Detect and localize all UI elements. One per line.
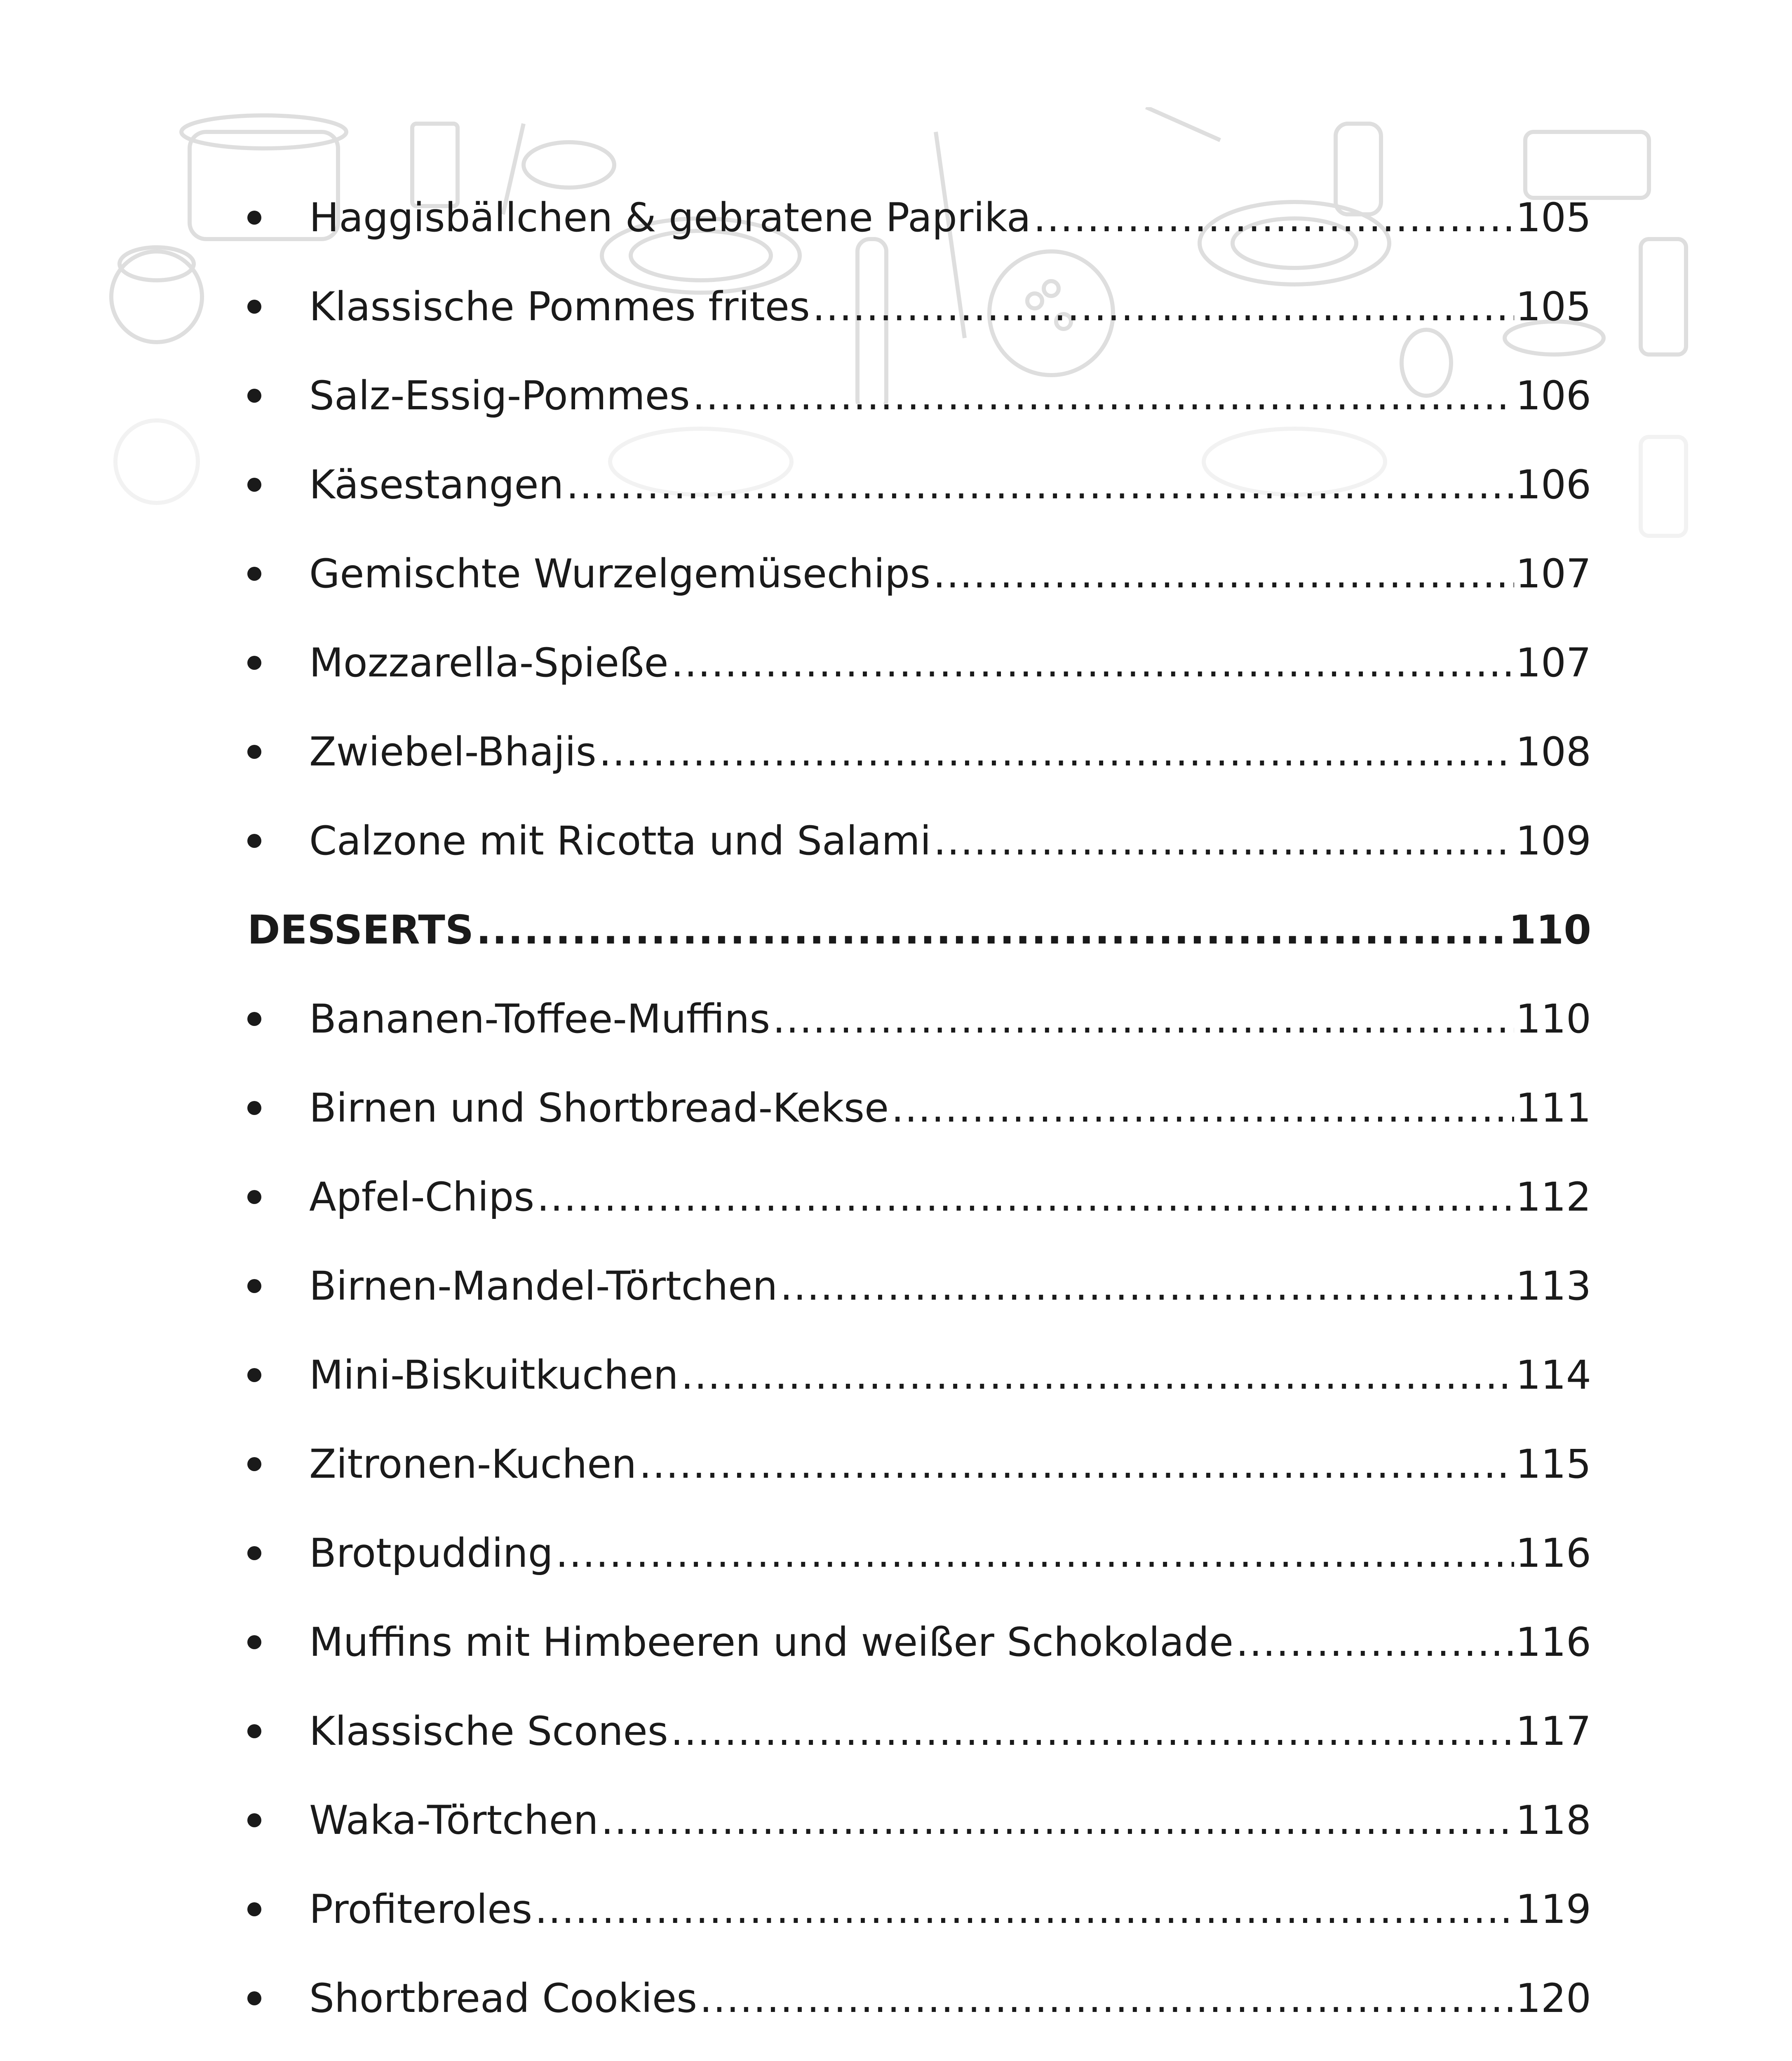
toc-entry-title: Calzone mit Ricotta und Salami (309, 818, 931, 864)
bullet-icon (247, 1546, 261, 1560)
toc-entry-title: Shortbread Cookies (309, 1975, 698, 2021)
bullet-icon (247, 745, 261, 759)
bullet-icon (247, 300, 261, 314)
dot-leader (639, 1444, 1514, 1484)
toc-entry[interactable] (247, 1420, 1591, 1509)
toc-entry-title: Klassische Pommes frites (309, 284, 810, 330)
toc-entry[interactable] (247, 1865, 1591, 1954)
toc-entry-title: Salz-Essig-Pommes (309, 373, 690, 419)
toc-entry[interactable] (247, 796, 1591, 885)
bullet-icon (247, 1902, 261, 1916)
toc-page-number: 106 (1515, 462, 1591, 508)
dot-leader (933, 554, 1514, 594)
toc-page-number: 120 (1515, 1975, 1591, 2021)
toc-page-number: 116 (1515, 1619, 1591, 1665)
bullet-icon (247, 389, 261, 403)
toc-page-number: 116 (1515, 1530, 1591, 1576)
toc-entry-line (309, 440, 1591, 529)
dot-leader (671, 643, 1514, 683)
toc-page-number: 118 (1515, 1797, 1591, 1843)
toc-page-number: 107 (1515, 551, 1591, 597)
toc-entry-line (309, 2043, 1591, 2061)
dot-leader (535, 1890, 1514, 1929)
toc-entry[interactable] (247, 1331, 1591, 1420)
dot-leader (891, 1088, 1514, 1128)
toc-entry-title: Birnen und Shortbread-Kekse (309, 1085, 889, 1131)
toc-entry[interactable] (247, 618, 1591, 707)
dot-leader (556, 1533, 1514, 1573)
toc-entry[interactable] (247, 1153, 1591, 1242)
dot-leader (681, 1355, 1514, 1395)
toc-entry-line (247, 885, 1591, 974)
toc-page-number: 114 (1515, 1352, 1591, 1398)
bullet-icon (247, 1368, 261, 1382)
toc-entry[interactable] (247, 1242, 1591, 1331)
dot-leader (1236, 1622, 1514, 1662)
toc-entry-line (309, 1509, 1591, 1598)
dot-leader (566, 465, 1514, 505)
toc-entry-line (309, 974, 1591, 1063)
dot-leader (601, 1800, 1514, 1840)
toc-entry-line (309, 173, 1591, 262)
bullet-icon (247, 211, 261, 225)
bullet-icon (247, 1724, 261, 1738)
dot-leader (693, 376, 1514, 415)
toc-entry[interactable] (247, 1954, 1591, 2043)
toc-entry[interactable] (247, 351, 1591, 440)
dot-leader (773, 999, 1514, 1039)
toc-entry-title: DESSERTS (247, 907, 474, 953)
bullet-icon (247, 1991, 261, 2005)
toc-entry[interactable] (247, 974, 1591, 1063)
toc-entry-title: Haggisbällchen & gebratene Paprika (309, 195, 1031, 241)
bullet-icon (247, 1635, 261, 1649)
toc-entry-title: Bananen-Toffee-Muffins (309, 996, 770, 1042)
toc-entry-title: Apfel-Chips (309, 1174, 535, 1220)
toc-page-number: 106 (1515, 373, 1591, 419)
toc-page-number: 113 (1515, 1263, 1591, 1309)
bullet-icon (247, 656, 261, 670)
toc-entry-title: Gemischte Wurzelgemüsechips (309, 551, 931, 597)
toc-entry-line (309, 1153, 1591, 1242)
toc-entry-line (309, 796, 1591, 885)
toc-entry-line (309, 707, 1591, 796)
toc-entry[interactable] (247, 707, 1591, 796)
toc-entry-title: Profiteroles (309, 1886, 533, 1932)
toc-entry-line (309, 618, 1591, 707)
toc-page-number: 110 (1508, 907, 1591, 953)
toc-page-number: 115 (1515, 1441, 1591, 1487)
bullet-icon (247, 567, 261, 581)
toc-page-number: 105 (1515, 284, 1591, 330)
bullet-icon (247, 834, 261, 848)
toc-entry-line (309, 1687, 1591, 1776)
toc-entry[interactable] (247, 262, 1591, 351)
bullet-icon (247, 478, 261, 492)
table-of-contents (247, 173, 1591, 2061)
toc-entry-line (309, 1420, 1591, 1509)
toc-page-number: 108 (1515, 729, 1591, 775)
toc-entry-line (309, 1598, 1591, 1687)
toc-entry-title: Mini-Biskuitkuchen (309, 1352, 679, 1398)
bullet-icon (247, 1457, 261, 1471)
toc-entry-title: Brotpudding (309, 1530, 553, 1576)
toc-entry[interactable] (247, 1063, 1591, 1153)
toc-entry-title: Waka-Törtchen (309, 1797, 599, 1843)
toc-entry[interactable] (247, 1509, 1591, 1598)
toc-entry-line (309, 529, 1591, 618)
toc-entry[interactable] (247, 1598, 1591, 1687)
dot-leader (934, 821, 1514, 861)
dot-leader (813, 287, 1514, 326)
toc-entry[interactable] (247, 529, 1591, 618)
bullet-icon (247, 1012, 261, 1026)
toc-entry-title: Birnen-Mandel-Törtchen (309, 1263, 778, 1309)
toc-page-number: 117 (1515, 1708, 1591, 1754)
toc-entry[interactable] (247, 1776, 1591, 1865)
toc-entry-line (309, 1063, 1591, 1153)
toc-entry-title: Muffins mit Himbeeren und weißer Schokolade (309, 1619, 1234, 1665)
dot-leader (1033, 198, 1514, 237)
toc-entry-title: Zitronen-Kuchen (309, 1441, 637, 1487)
toc-page-number: 112 (1515, 1174, 1591, 1220)
toc-entry-line (309, 1776, 1591, 1865)
bullet-icon (247, 1279, 261, 1293)
toc-entry-line (309, 1331, 1591, 1420)
toc-entry-line (309, 351, 1591, 440)
toc-page-number: 119 (1515, 1886, 1591, 1932)
bullet-icon (247, 1190, 261, 1204)
toc-entry[interactable] (247, 1687, 1591, 1776)
toc-entry-line (309, 262, 1591, 351)
bullet-icon (247, 1813, 261, 1827)
toc-page-number: 110 (1515, 996, 1591, 1042)
toc-entry[interactable] (247, 173, 1591, 262)
toc-entry[interactable] (247, 2043, 1591, 2061)
toc-page-number: 105 (1515, 195, 1591, 241)
toc-section-heading[interactable] (247, 885, 1591, 974)
toc-page-number: 111 (1515, 1085, 1591, 1131)
toc-page-number: 109 (1515, 818, 1591, 864)
bullet-icon (247, 1101, 261, 1115)
dot-leader (780, 1266, 1514, 1306)
toc-page-number: 107 (1515, 640, 1591, 686)
dot-leader (476, 910, 1507, 950)
toc-entry[interactable] (247, 440, 1591, 529)
dot-leader (671, 1711, 1514, 1751)
toc-entry-line (309, 1242, 1591, 1331)
dot-leader (537, 1177, 1514, 1217)
toc-entry-line (309, 1954, 1591, 2043)
toc-entry-title: Mozzarella-Spieße (309, 640, 669, 686)
dot-leader (700, 1979, 1514, 2018)
toc-entry-line (309, 1865, 1591, 1954)
toc-entry-title: Klassische Scones (309, 1708, 668, 1754)
toc-entry-title: Zwiebel-Bhajis (309, 729, 597, 775)
toc-entry-title: Käsestangen (309, 462, 564, 508)
dot-leader (599, 732, 1514, 772)
